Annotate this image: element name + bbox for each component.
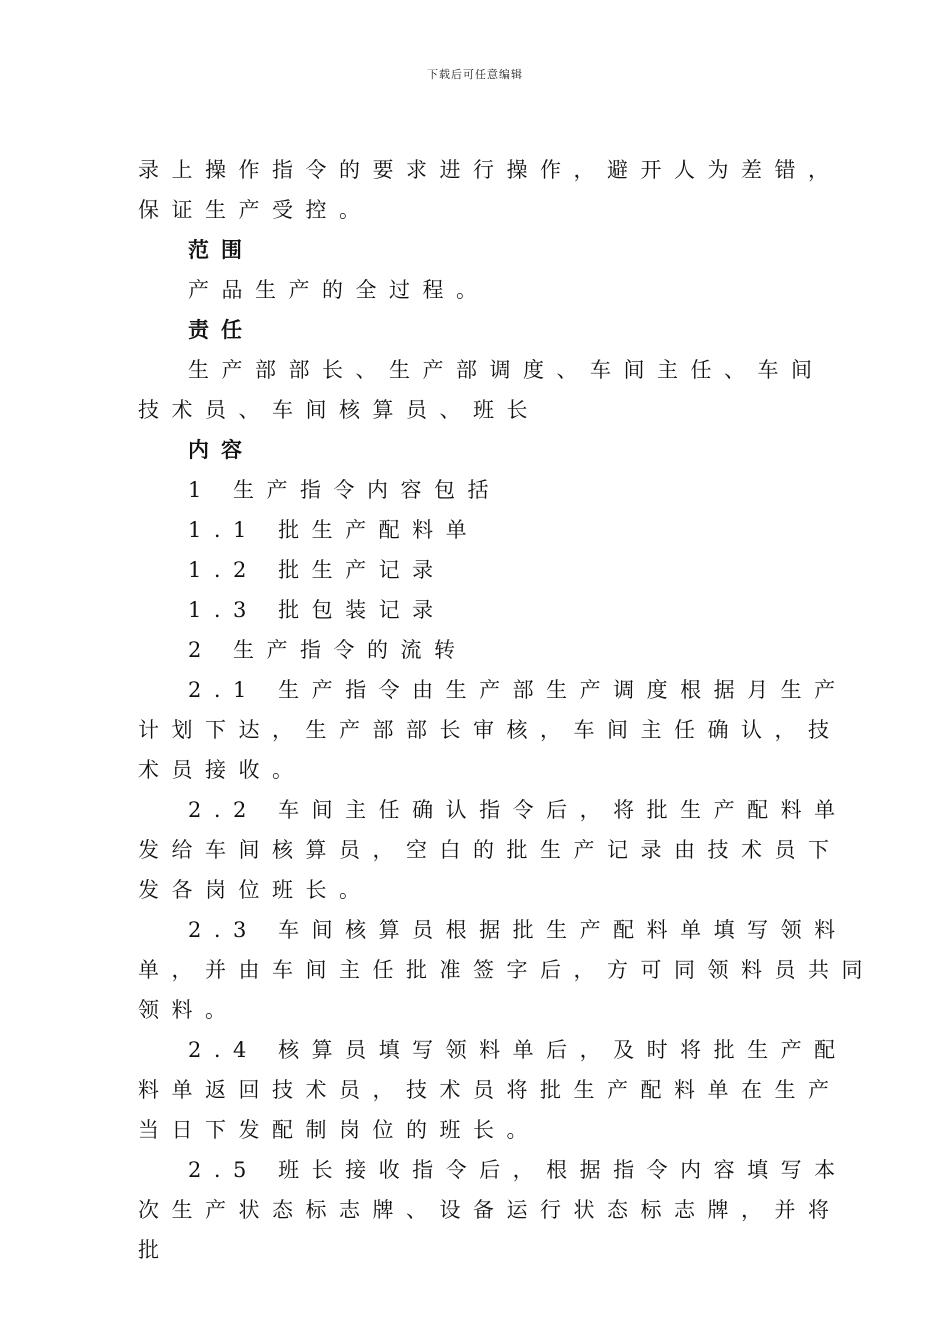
paragraph-responsibility: 生产部部长、生产部调度、车间主任、车间技术员、车间核算员、班长 xyxy=(138,358,825,422)
section-1-1: 1.1 批生产配料单 xyxy=(188,518,480,542)
section-1-3: 1.3 批包装记录 xyxy=(188,598,446,622)
section-2-2: 2.2 车间主任确认指令后，将批生产配料单发给车间核算员，空白的批生产记录由技术员下发各岗位班长。 xyxy=(138,798,848,902)
section-2-5: 2.5 班长接收指令后，根据指令内容填写本次生产状态标志牌、设备运行状态标志牌，并将批 xyxy=(138,1158,848,1262)
page-header: 下载后可任意编辑 xyxy=(427,68,523,81)
section-1: 1 生产指令内容包括 xyxy=(188,478,502,502)
heading-content: 内容 xyxy=(188,437,254,462)
section-2-4: 2.4 核算员填写领料单后，及时将批生产配料单返回技术员，技术员将批生产配料单在生产当日下发配制岗位的班长。 xyxy=(138,1038,848,1142)
section-2-3: 2.3 车间核算员根据批生产配料单填写领料单，并由车间主任批准签字后，方可同领料员共同领料。 xyxy=(138,918,875,1022)
section-2-1: 2.1 生产指令由生产部生产调度根据月生产计划下达，生产部部长审核，车间主任确认，技术员接收。 xyxy=(138,678,848,782)
heading-scope: 范围 xyxy=(188,237,254,262)
heading-responsibility: 责任 xyxy=(188,317,254,342)
paragraph-scope: 产品生产的全过程。 xyxy=(188,278,490,302)
section-2: 2 生产指令的流转 xyxy=(188,638,468,662)
document-body xyxy=(138,150,875,1270)
section-1-2: 1.2 批生产记录 xyxy=(188,558,446,582)
paragraph-intro-continued: 录上操作指令的要求进行操作，避开人为差错，保证生产受控。 xyxy=(138,158,842,222)
